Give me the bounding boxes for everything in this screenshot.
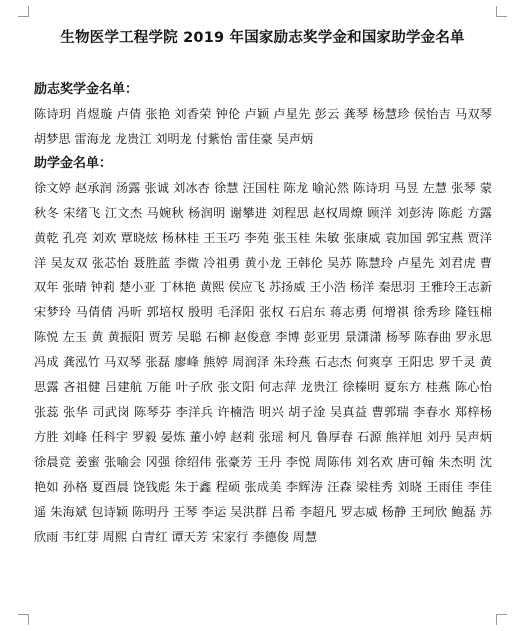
grant-heading: 助学金名单： — [34, 155, 113, 171]
crop-mark-top-left — [18, 6, 29, 17]
scholarship-name-list: 陈诗玥 肖煜璇 卢倩 张艳 刘香荣 钟伦 卢颖 卢星先 彭云 龚琴 杨慧珍 侯怡吉 马双琴 胡梦思 雷海龙 龙贵江 刘明龙 付紫怡 雷佳豪 吴声炳 — [34, 107, 492, 146]
grant-name-list: 徐文婷 赵承润 汤露 张诚 刘冰杏 徐慧 汪国柱 陈龙 喻沁然 陈诗玥 马昱 左慧 张琴 蒙秋冬 宋绪飞 江文杰 马婉秋 杨润明 谢攀进 刘程思 赵权周燎 顾洋 刘彭涛 陈彪 方露 黄乾 孔亮 刘欢 覃晓炫 杨林桂 王玉巧 李苑 张玉桂 朱敏 张康威 袁加国 郭宝燕 贾洋洋 吴友双 张芯怡 聂胜蓝 李微 冷祖勇 黄小龙 王韩伦 吴苏 陈慧玲 卢星先 刘君虎 曹双年 张晴 钟莉 楚小亚 丁林艳 黄熙 侯应飞 苏扬威 王小浩 杨洋 秦思羽 王雅玲王志新 宋梦玲 马倩倩 冯昕 郭培权 殷明 毛泽阳 张权 石启东 蒋志勇 何增祺 徐秀珍 隆钰棉 陈悦 左玉 黄 黄振阳 贾芳 吴聪 石柳 赵俊意 李博 彭亚男 景潇潇 杨琴 陈春曲 罗永思 冯成 龚泓竹 马双琴 张磊 廖峰 熊婷 周润泽 朱玲燕 石志杰 何爽享 王阳忠 罗千灵 黄思露 吝祖健 吕建航 万能 叶子欣 张文阳 何志萍 龙贵江 徐榛明 夏东方 桂燕 陈心怡 张蕊 张华 司武岗 陈琴芬 李洋兵 许楠浩 明兴 胡子淦 吴真益 曹郭瑞 李春水 郑梓杨 方胜 刘峰 任科宇 罗毅 晏炼 董小婷 赵莉 张瑶 柯凡 鲁厚春 石源 熊祥旭 刘丹 吴声炳 徐晨竞 姜蜜 张喻会 冈强 徐绍伟 张豪芳 王丹 李悦 周陈伟 刘名欢 唐可翰 朱杰明 沈艳如 孙格 夏酉晨 饶钱彪 朱于鑫 程硕 张成美 李辉涛 汪森 梁桂秀 刘晓 王雨佳 李佳遥 朱海斌 包诗颖 陈明丹 王琴 李运 吴洪群 吕希 李超凡 罗志威 杨静 王珂欣 鲍磊 苏欣雨 韦红芽 周熙 白青红 谭天芳 宋家行 李德俊 周慧 — [34, 180, 492, 544]
scholarship-heading: 励志奖学金名单： — [34, 82, 139, 97]
crop-mark-bottom-right — [496, 614, 507, 625]
document-title: 生物医学工程学院 2019 年国家励志奖学金和国家助学金名单 — [60, 30, 465, 46]
crop-mark-bottom-left — [18, 614, 29, 625]
crop-mark-top-right — [496, 6, 507, 17]
document-body — [34, 78, 492, 549]
